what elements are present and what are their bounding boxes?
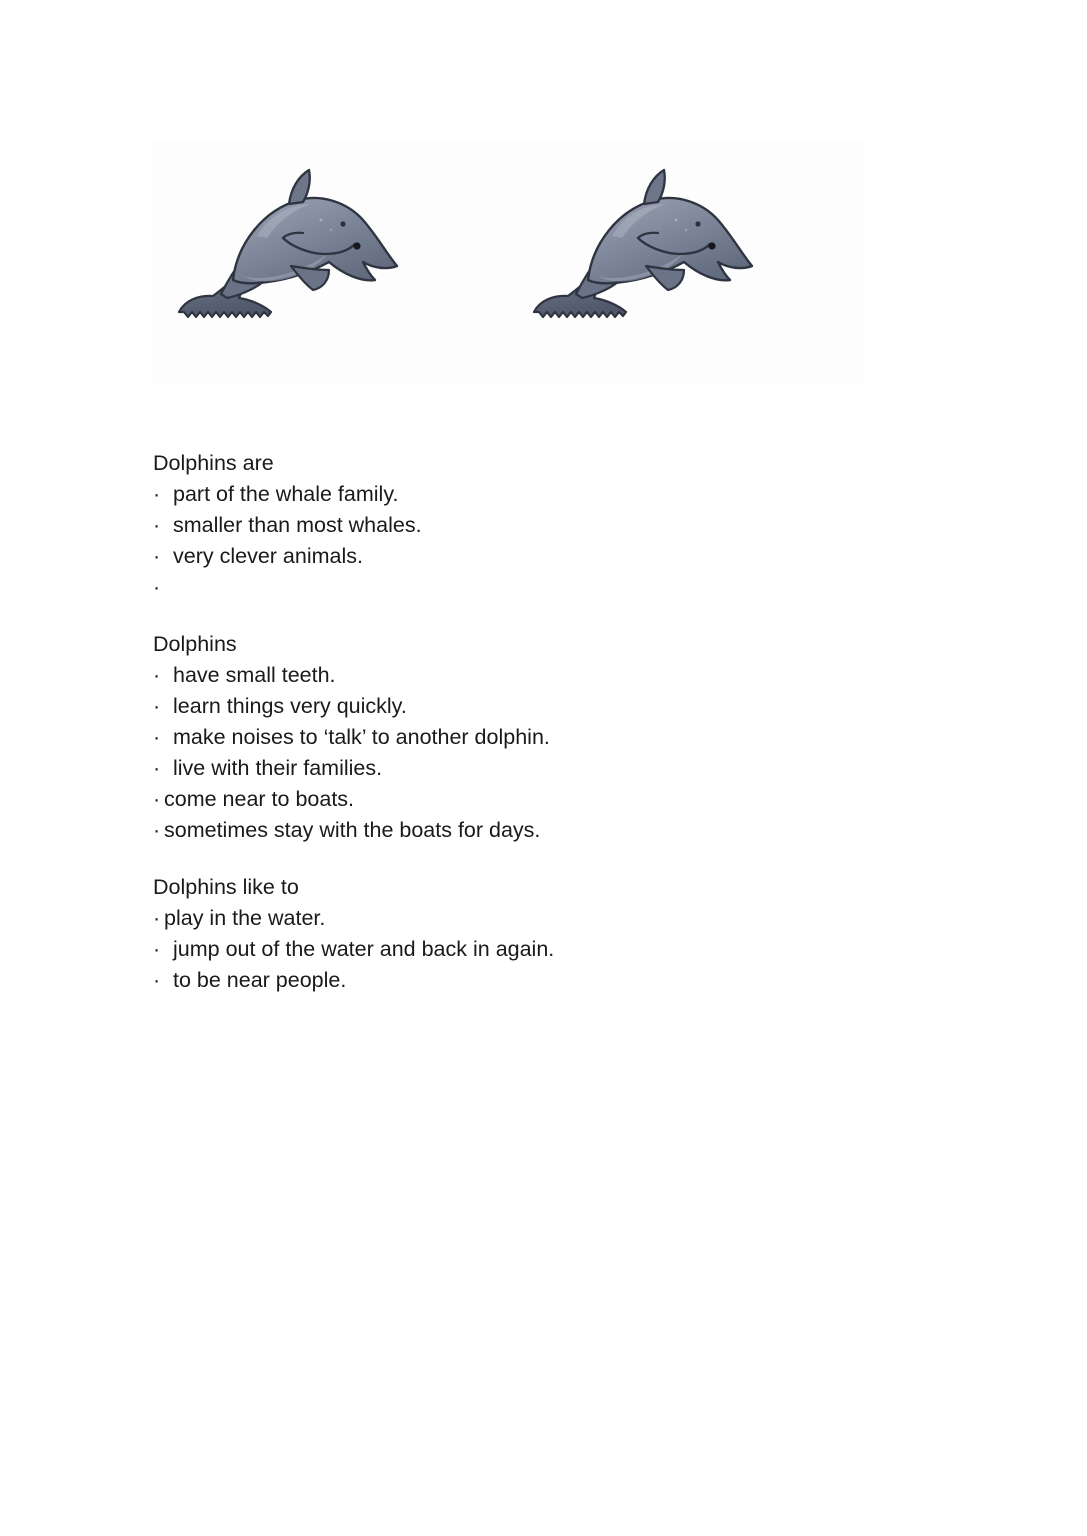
section-dolphins [153,629,953,846]
dolphin-icon [526,160,766,335]
list-item-text: live with their families. [173,756,383,780]
list-item [153,753,953,784]
list-item [153,784,953,815]
section-heading: Dolphins [153,632,237,656]
list-item [153,510,953,541]
list-item [153,691,953,722]
list-item [153,965,953,996]
section-dolphins-like-to [153,872,953,996]
list-item-text: smaller than most whales. [173,513,422,537]
bullet-list [153,660,953,846]
list-item-text: have small teeth. [173,663,336,687]
list-item-text: very clever animals. [173,544,363,568]
list-item-empty [153,572,953,603]
list-item [153,934,953,965]
section-heading: Dolphins like to [153,875,299,899]
bullet-icon: · [153,818,161,842]
list-item-text: learn things very quickly. [173,694,407,718]
dolphin-illustration-1 [153,140,508,385]
bullet-icon: · [153,787,161,811]
list-item [153,479,953,510]
bullet-icon: · [153,725,161,749]
list-item-text: make noises to ‘talk’ to another dolphin. [173,725,550,749]
list-item [153,722,953,753]
dolphin-illustration-2 [508,140,863,385]
bullet-icon: · [153,937,161,961]
bullet-icon: · [153,906,161,930]
list-item [153,660,953,691]
bullet-icon: · [153,482,161,506]
list-item-text: to be near people. [173,968,347,992]
section-dolphins-are [153,448,953,603]
bullet-icon: · [153,756,161,780]
bullet-icon: · [153,694,161,718]
list-item-text: play in the water. [164,906,326,930]
bullet-icon: · [153,575,161,599]
bullet-list [153,903,953,996]
list-item-text: sometimes stay with the boats for days. [164,818,541,842]
list-item [153,815,953,846]
document-body [153,448,953,996]
list-item-text: part of the whale family. [173,482,399,506]
bullet-icon: · [153,513,161,537]
bullet-icon: · [153,968,161,992]
list-item [153,903,953,934]
bullet-icon: · [153,544,161,568]
list-item [153,541,953,572]
dolphin-icon [171,160,411,335]
list-item-text: come near to boats. [164,787,355,811]
bullet-icon: · [153,663,161,687]
bullet-list [153,479,953,603]
section-heading: Dolphins are [153,451,274,475]
illustration-band [153,140,863,385]
list-item-text: jump out of the water and back in again. [173,937,555,961]
